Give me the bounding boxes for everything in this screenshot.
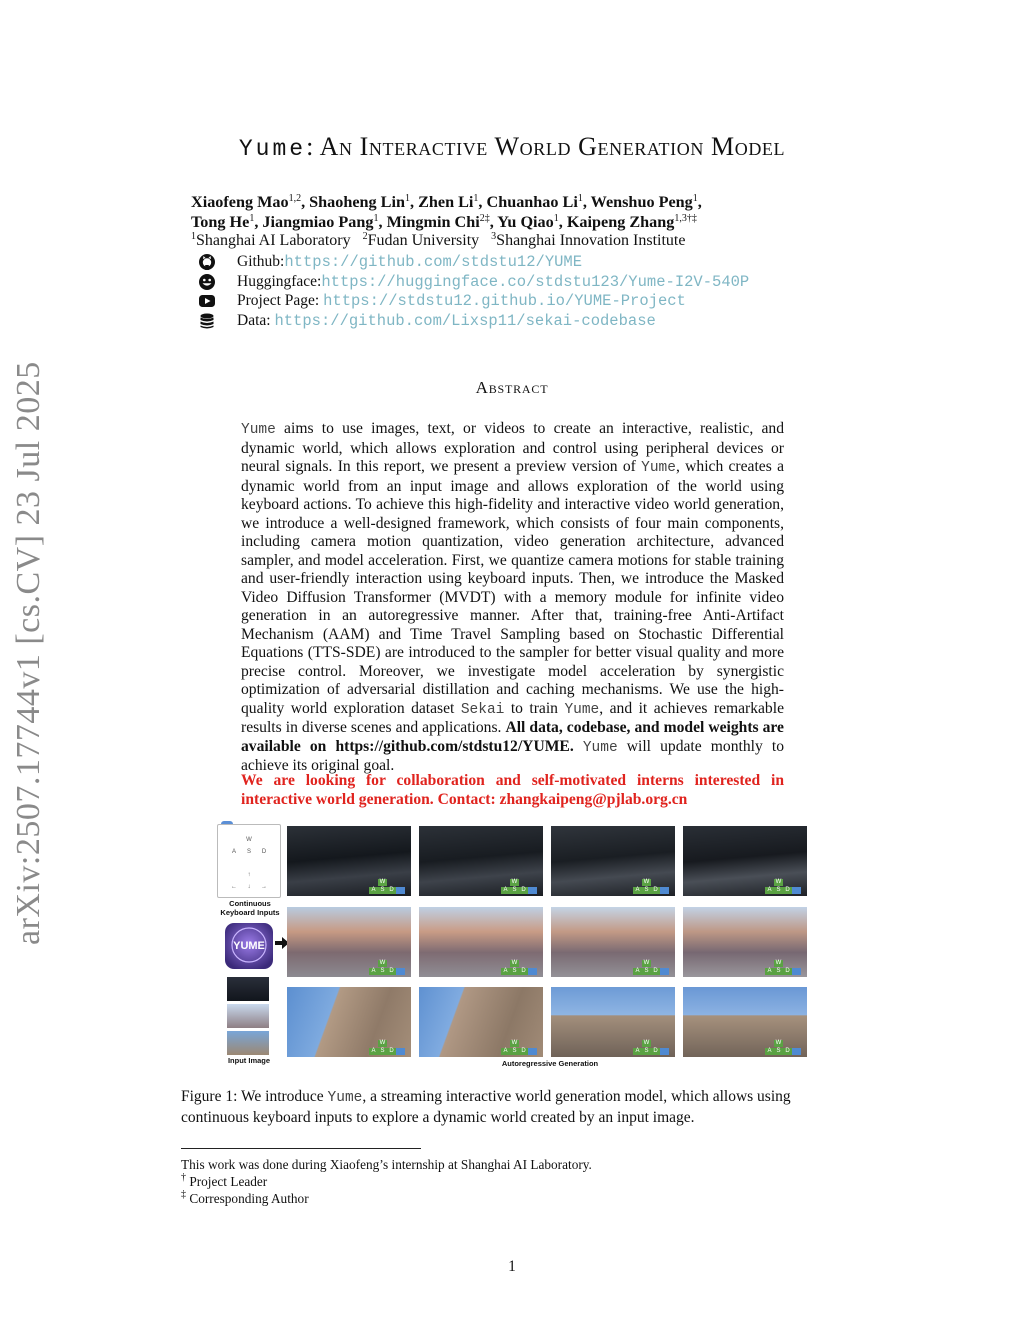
hud-key-d: D [387, 968, 396, 975]
building-frame-3 [551, 987, 675, 1057]
link-row-data [198, 312, 656, 332]
author-sup: 2‡ [479, 213, 490, 224]
hud-key-d: D [783, 887, 792, 894]
author-sup: 1,3†‡ [674, 213, 697, 224]
hud-key-d: D [651, 1048, 660, 1055]
author-name: Chuanhao Li [486, 193, 578, 211]
street-frame-2 [419, 907, 543, 977]
hud-key-a: A [765, 887, 774, 894]
night-frame-2 [419, 826, 543, 896]
author-sup: 1 [473, 193, 479, 204]
hud-arrow-key [396, 887, 405, 894]
yume-name: Yume [327, 1090, 363, 1106]
footnote-text: Corresponding Author [189, 1191, 309, 1206]
author-sup: 1 [373, 213, 379, 224]
footnote-corresponding [181, 1191, 309, 1207]
street-frame-3 [551, 907, 675, 977]
key-up: ↑ [247, 872, 251, 878]
hud-key-w: W [379, 1040, 386, 1046]
project-page-link[interactable]: https://stdstu12.github.io/YUME-Project [323, 292, 686, 310]
author-sup: 1 [577, 193, 583, 204]
hud-key-w: W [511, 960, 518, 966]
hud-key-a: A [369, 887, 378, 894]
sekai-name: Sekai [460, 701, 505, 718]
author-name: Zhen Li [418, 193, 474, 211]
hud-key-d: D [387, 1048, 396, 1055]
hud-arrow-key [528, 968, 537, 975]
hud-key-a: A [633, 1048, 642, 1055]
key-right: → [261, 884, 267, 890]
affil-name: Shanghai Innovation Institute [496, 232, 686, 249]
link-row-github [198, 253, 583, 273]
hud-key-d: D [519, 1048, 528, 1055]
hud-key-w: W [643, 960, 650, 966]
hud-key-w: W [775, 960, 782, 966]
author-sup: 1 [249, 213, 255, 224]
hud-key-s: S [774, 1048, 783, 1055]
page-number: 1 [508, 1258, 516, 1275]
hud-arrow-key [792, 1048, 801, 1055]
affil-name: Fudan University [367, 232, 480, 249]
key-w: W [246, 837, 252, 843]
affiliations [191, 232, 685, 250]
abstract-heading: Abstract [475, 378, 549, 397]
link-row-project-page [198, 292, 686, 312]
hud-key-a: A [369, 968, 378, 975]
link-label: Huggingface: [237, 273, 322, 290]
hud-key-a: A [765, 968, 774, 975]
abstract-text: , which creates a dynamic world from an input image and allows exploration of the world using keyboard actions. To achieve this high-fidelity and interactive video world generation, we introduce a well-designed framework, which consists of four main components, including camera motion quantization, video generation architecture, advanced sampler, and model acceleration. First, we quantize camera motions for stable training and user-friendly interaction using keyboard inputs. Then, we introduce the Masked Video Diffusion Transformer (MVDT) with a memory module for infinite video generation in an autoregressive manner. After that, training-free Anti-Artifact Mechanism (AAM) and Time Travel Sampling based on Stochastic Differential Equations (TTS-SDE) are introduced to the sampler for better visual quality and more precise control. Moreover, we investigate model acceleration by synergistic optimization of adversarial distillation and caching mechanisms. We use the high-quality world exploration dataset [241, 458, 784, 717]
yume-name: Yume [241, 422, 276, 438]
hud-key-w: W [775, 1040, 782, 1046]
night-frame-4 [683, 826, 807, 896]
github-link[interactable]: https://github.com/stdstu12/YUME [284, 253, 583, 271]
hud-arrow-key [660, 968, 669, 975]
hud-arrow-key [792, 887, 801, 894]
figure-caption [181, 1087, 844, 1127]
title-yume: Yume [238, 136, 307, 162]
hud-key-d: D [519, 887, 528, 894]
hud-key-s: S [510, 887, 519, 894]
author-sup: 1 [553, 213, 559, 224]
authors-line-1: Xiaofeng Mao$^{1,2}$, Shaoheng Lin$^1$, Zhen Li$^1$, Chuanhao Li$^1$, Wenshuo Peng$^1$, [191, 193, 702, 211]
hud-overlay [756, 1040, 802, 1056]
continuous-keyboard-label: Continuous Keyboard Inputs [220, 899, 280, 917]
hud-key-a: A [369, 1048, 378, 1055]
hud-key-s: S [378, 887, 387, 894]
author-name: Jiangmiao Pang [262, 213, 374, 231]
author-name: Wenshuo Peng [590, 193, 693, 211]
figure-1 [215, 820, 815, 1070]
abstract-body [241, 420, 784, 776]
night-frame-1 [287, 826, 411, 896]
database-icon [198, 312, 216, 330]
hud-arrow-key [528, 1048, 537, 1055]
hud-overlay [624, 1040, 670, 1056]
affil-name: Shanghai AI Laboratory [196, 232, 351, 249]
author-name: Kaipeng Zhang [566, 213, 675, 231]
footnote-project-leader [181, 1174, 267, 1190]
hud-key-d: D [519, 968, 528, 975]
footnote-text: Project Leader [189, 1174, 268, 1189]
hud-arrow-key [660, 1048, 669, 1055]
hud-overlay [756, 960, 802, 976]
affil-sup: 3 [491, 231, 497, 242]
hud-overlay [360, 879, 406, 895]
key-down: ↓ [247, 884, 251, 890]
input-thumb-street [227, 1004, 269, 1028]
authors-line-2: Tong He$^1$, Jiangmiao Pang$^1$, Mingmin Chi$^{2\ddagger}$, Yu Qiao$^1$, Kaipeng Zhang$^{1,3\dagger\ddagger}$ [191, 213, 697, 231]
keyboard-panel [217, 824, 281, 898]
author-name: Xiaofeng Mao [191, 193, 289, 211]
author-sup: 1,2 [288, 193, 302, 204]
footnote-internship: This work was done during Xiaofeng’s internship at Shanghai AI Laboratory. [181, 1157, 592, 1172]
hud-key-a: A [501, 1048, 510, 1055]
author-name: Shaoheng Lin [309, 193, 405, 211]
paper-title [0, 132, 1024, 162]
hud-key-a: A [633, 887, 642, 894]
abstract-text: will update monthly to achieve its original goal. [241, 737, 784, 774]
hud-key-w: W [511, 1040, 518, 1046]
recruitment-callout: We are looking for collaboration and self-motivated interns interested in interactive world generation. Contact: zhangkaipeng@pjlab.org.cn [241, 772, 784, 808]
hud-key-d: D [651, 968, 660, 975]
huggingface-link[interactable]: https://huggingface.co/stdstu123/Yume-I2V-540P [321, 273, 750, 291]
logo-text: YUME [233, 940, 265, 952]
hud-key-s: S [642, 968, 651, 975]
hud-arrow-key [792, 968, 801, 975]
link-row-huggingface [198, 273, 750, 293]
hud-key-s: S [642, 1048, 651, 1055]
hud-key-s: S [774, 887, 783, 894]
yume-name: Yume [641, 460, 676, 476]
caption-text: Figure 1: We introduce [181, 1088, 328, 1105]
hud-overlay [492, 1040, 538, 1056]
ddagger-mark: ‡ [181, 1189, 186, 1200]
author-sup: 1 [692, 193, 698, 204]
availability-statement: All data, codebase, and model weights are available on https://github.com/stdstu12/YUME. [241, 719, 784, 755]
hud-key-a: A [501, 968, 510, 975]
input-thumb-building [227, 1031, 269, 1055]
github-icon [198, 253, 216, 271]
abstract-text: aims to use images, text, or videos to create an interactive, realistic, and dynamic world, which allows exploration and control using peripheral devices or neural signals. In this report, we present a preview version of [241, 420, 784, 475]
night-frame-3 [551, 826, 675, 896]
author-sup: 1 [404, 193, 410, 204]
hud-key-w: W [379, 879, 386, 885]
hud-overlay [624, 879, 670, 895]
arxiv-stamp: arXiv:2507.17744v1 [cs.CV] 23 Jul 2025 [10, 361, 47, 945]
yume-name: Yume [564, 701, 600, 718]
footnote-divider [181, 1148, 421, 1149]
key-left: ← [231, 884, 237, 890]
hud-key-s: S [378, 1048, 387, 1055]
input-thumb-night [227, 977, 269, 1001]
link-label: Data: [237, 312, 275, 329]
dagger-mark: † [181, 1172, 186, 1183]
link-label: Project Page: [237, 292, 324, 309]
hud-key-d: D [651, 887, 660, 894]
hud-key-d: D [783, 1048, 792, 1055]
hud-key-s: S [510, 1048, 519, 1055]
affil-sup: 2 [362, 231, 368, 242]
key-d: D [261, 849, 267, 855]
hud-overlay [756, 879, 802, 895]
building-frame-1 [287, 987, 411, 1057]
hud-key-s: S [510, 968, 519, 975]
hud-overlay [492, 879, 538, 895]
hud-key-w: W [775, 879, 782, 885]
street-frame-4 [683, 907, 807, 977]
author-name: Mingmin Chi [386, 213, 480, 231]
hud-key-d: D [783, 968, 792, 975]
hud-overlay [360, 1040, 406, 1056]
author-name: Tong He [191, 213, 250, 231]
data-link[interactable]: https://github.com/Lixsp11/sekai-codebase [274, 312, 656, 330]
yume-logo [224, 922, 274, 970]
key-s: S [246, 849, 251, 855]
hud-key-a: A [765, 1048, 774, 1055]
hud-arrow-key [396, 968, 405, 975]
hud-key-s: S [378, 968, 387, 975]
youtube-icon [198, 292, 216, 310]
hud-arrow-key [528, 887, 537, 894]
hud-arrow-key [660, 887, 669, 894]
hud-key-w: W [379, 960, 386, 966]
hud-key-s: S [642, 887, 651, 894]
title-rest: : An Interactive World Generation Model [306, 132, 786, 161]
hud-key-d: D [387, 887, 396, 894]
street-frame-1 [287, 907, 411, 977]
affil-sup: 1 [191, 231, 196, 242]
huggingface-icon [198, 273, 216, 291]
hud-overlay [360, 960, 406, 976]
hud-arrow-key [396, 1048, 405, 1055]
hud-key-w: W [643, 879, 650, 885]
hud-key-w: W [643, 1040, 650, 1046]
input-image-label: Input Image [227, 1056, 271, 1065]
building-frame-2 [419, 987, 543, 1057]
hud-overlay [492, 960, 538, 976]
hud-key-a: A [501, 887, 510, 894]
key-a: A [231, 849, 236, 855]
hud-overlay [624, 960, 670, 976]
abstract-text: , and it achieves remarkable results in diverse scenes and applications. [241, 699, 784, 736]
author-name: Yu Qiao [497, 213, 554, 231]
yume-name: Yume [582, 739, 618, 756]
hud-key-w: W [511, 879, 518, 885]
building-frame-4 [683, 987, 807, 1057]
hud-key-s: S [774, 968, 783, 975]
caption-text: , a streaming interactive world generation model, which allows using continuous keyboard inputs to explore a dynamic world created by an input image. [181, 1088, 791, 1126]
abstract-text: to train [504, 699, 565, 717]
link-label: Github: [237, 253, 285, 270]
autoregressive-label: Autoregressive Generation [501, 1059, 599, 1068]
hud-key-a: A [633, 968, 642, 975]
